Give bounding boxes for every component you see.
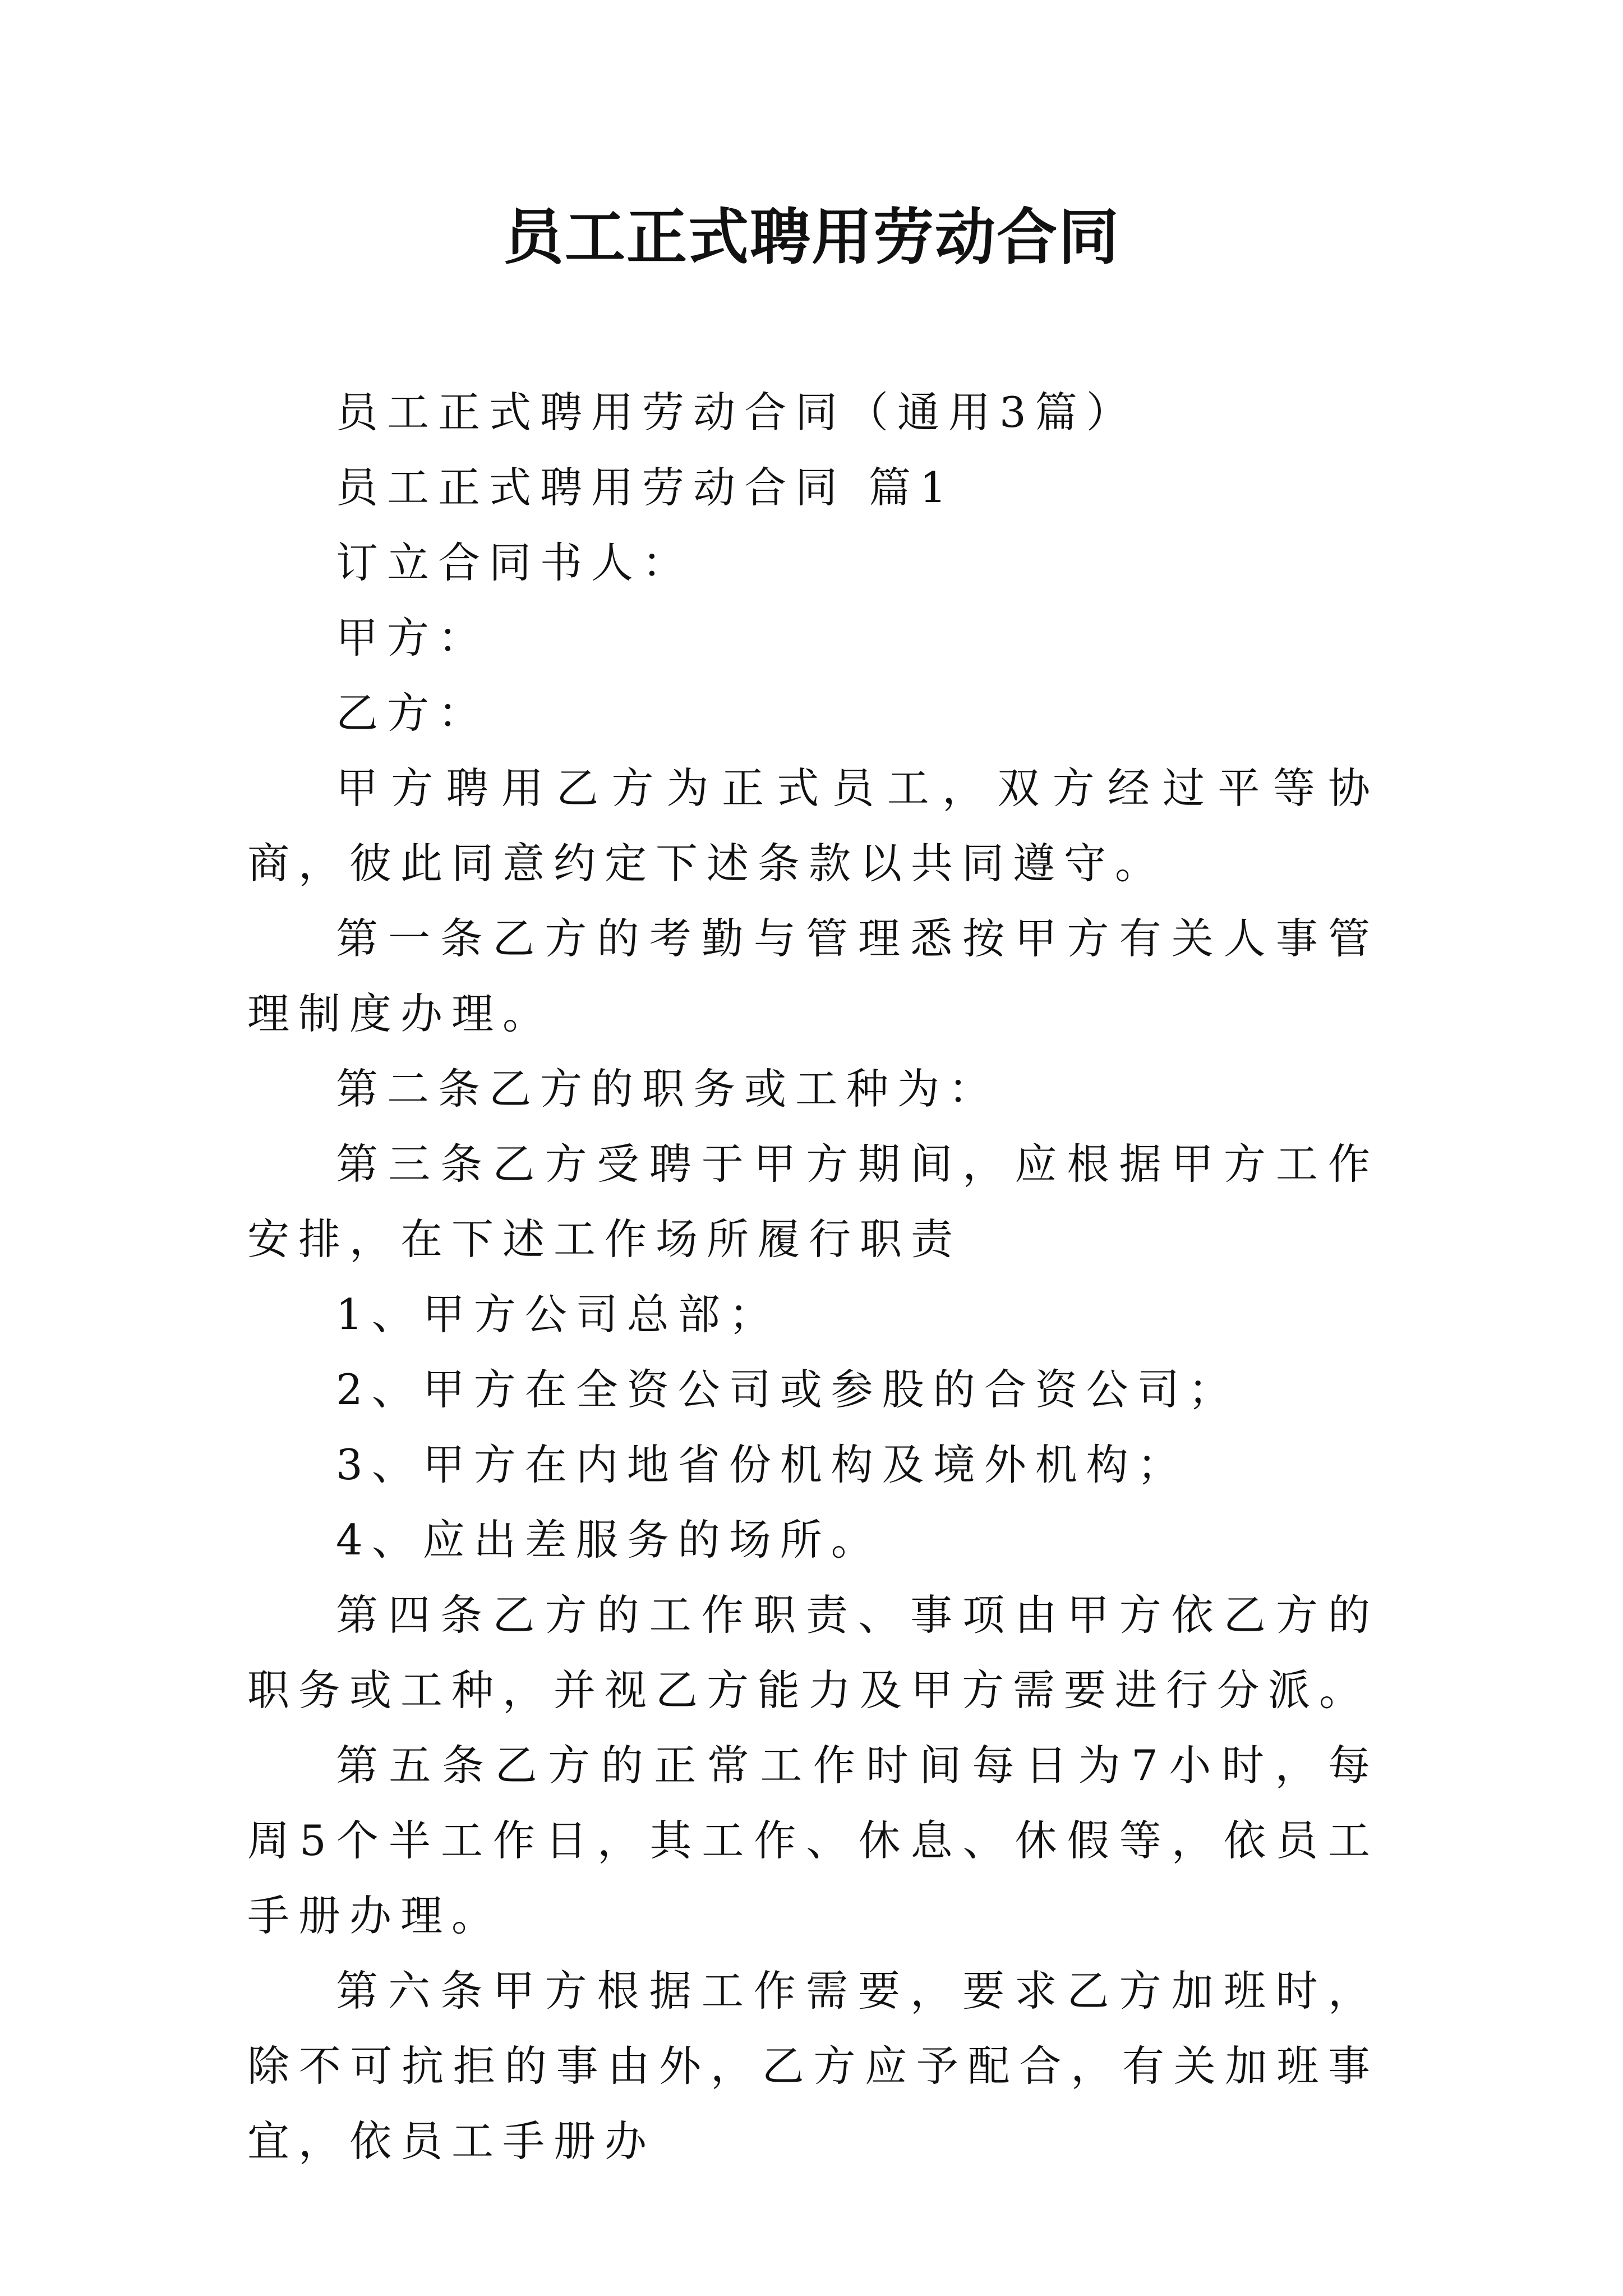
paragraph: 乙方：	[336, 688, 490, 738]
paragraph: 甲方：	[336, 613, 490, 662]
paragraph: 订立合同书人：	[336, 538, 694, 587]
paragraph: 第一条乙方的考勤与管理悉按甲方有关人事管理制度办理。	[247, 914, 1379, 1038]
document-body	[247, 375, 1379, 2179]
paragraph: 甲方聘用乙方为正式员工，双方经过平等协商，彼此同意约定下述条款以共同遵守。	[247, 763, 1379, 888]
paragraph: 第四条乙方的工作职责、事项由甲方依乙方的职务或工种，并视乙方能力及甲方需要进行分派。	[247, 1590, 1379, 1715]
paragraph: 员工正式聘用劳动合同（通用3篇）	[336, 388, 1137, 437]
paragraph: 第六条甲方根据工作需要，要求乙方加班时，除不可抗拒的事由外，乙方应予配合，有关加班事宜，依员工手册办	[247, 1966, 1379, 2166]
list-item: 1、甲方公司总部；	[336, 1290, 780, 1339]
paragraph: 第五条乙方的正常工作时间每日为7小时，每周5个半工作日，其工作、休息、休假等，依员工手册办理。	[247, 1741, 1379, 1940]
list-item: 3、甲方在内地省份机构及境外机构；	[336, 1440, 1188, 1489]
list-item: 2、甲方在全资公司或参股的合资公司；	[336, 1365, 1239, 1414]
paragraph: 员工正式聘用劳动合同 篇1	[336, 463, 956, 512]
document-title: 员工正式聘用劳动合同	[502, 202, 1120, 273]
paragraph: 第二条乙方的职务或工种为：	[336, 1064, 1000, 1114]
paragraph: 第三条乙方受聘于甲方期间，应根据甲方工作安排，在下述工作场所履行职责	[247, 1139, 1379, 1264]
list-item: 4、应出差服务的场所。	[336, 1515, 882, 1565]
